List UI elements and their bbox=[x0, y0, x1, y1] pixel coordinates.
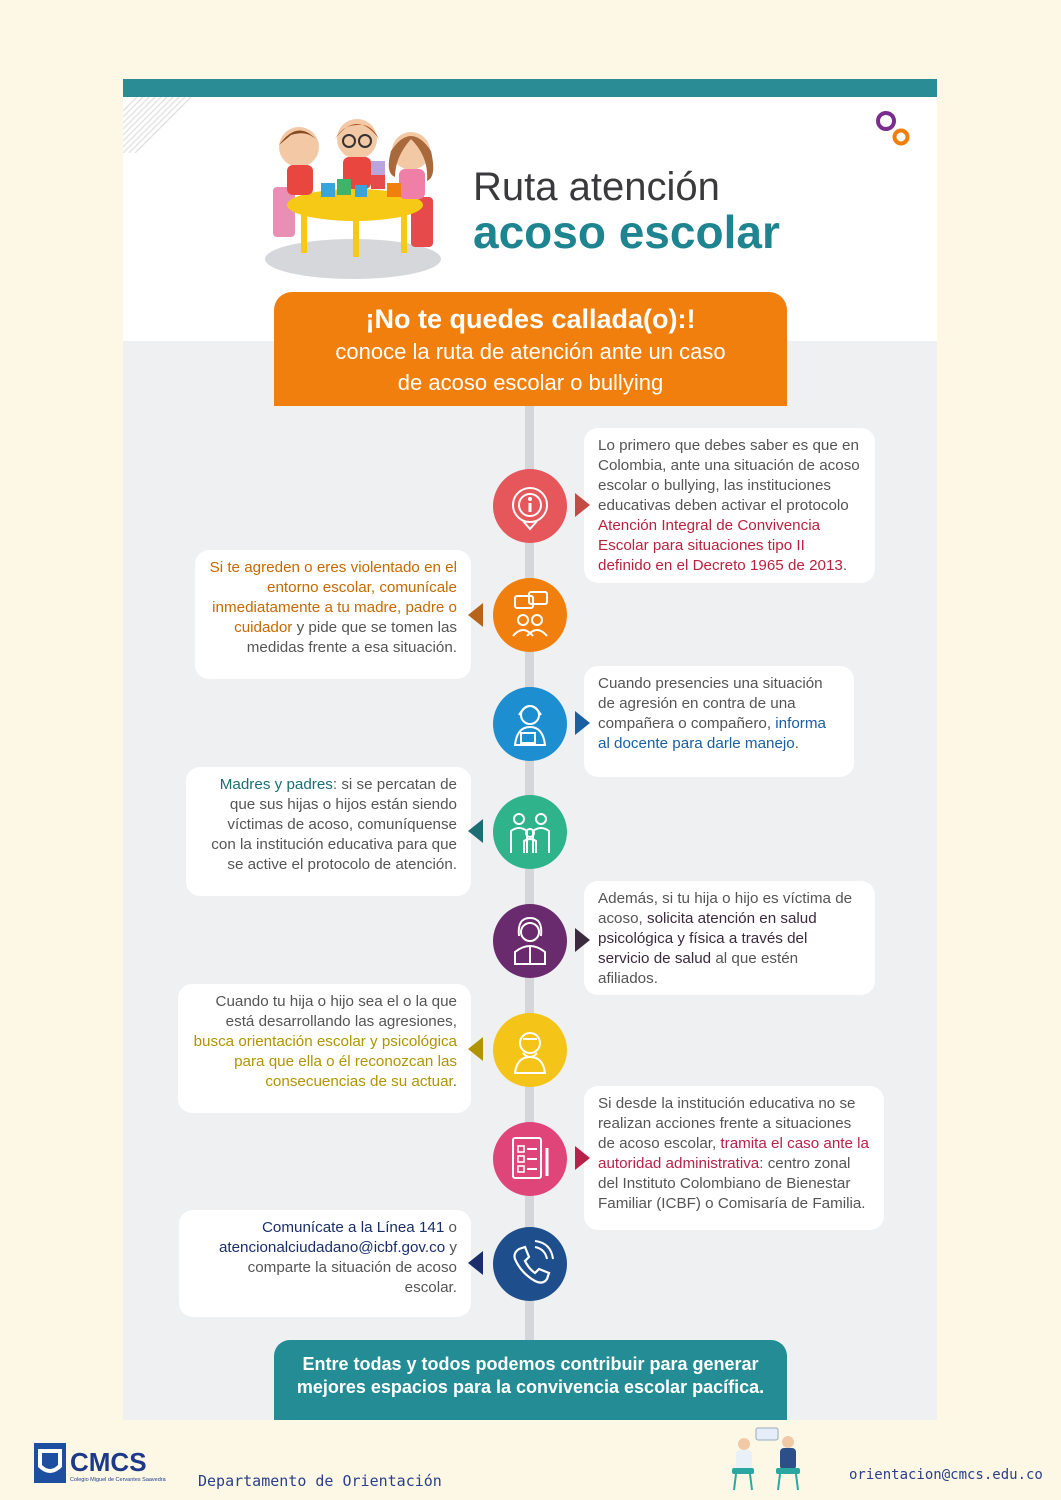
step-4-circle bbox=[493, 795, 567, 869]
step-card-8: Comunícate a la Línea 141 o atencionalciudadano@icbf.gov.co y comparte la situación de acoso escolar. bbox=[179, 1210, 471, 1317]
step-3-highlight: informa al docente para darle manejo bbox=[598, 715, 826, 752]
step-card-1: Lo primero que debes saber es que en Colombia, ante una situación de acoso escolar o bullying, las instituciones educativas deben activar el protocolo Atención Integral de Convivencia Escolar para situaciones tipo II definido en el Decreto 1965 de 2013. bbox=[584, 428, 875, 583]
psychologist-icon bbox=[493, 1013, 567, 1087]
step-8-highlight: Comunícate a la Línea 141 bbox=[261, 1219, 445, 1236]
family-icon bbox=[493, 795, 567, 869]
infographic-poster bbox=[123, 79, 937, 1420]
phone-icon bbox=[493, 1227, 567, 1301]
step-card-6: Cuando tu hija o hijo sea el o la que está desarrollando las agresiones, busca orientación escolar y psicológica para que ella o él reconozcan las consecuencias de su actuar. bbox=[178, 984, 471, 1113]
step-8-email[interactable]: atencionalciudadano@icbf.gov.co bbox=[218, 1239, 446, 1256]
step-1-highlight: Atención Integral de Convivencia Escolar para situaciones tipo II definido en el Decreto 1965 de 2013 bbox=[598, 517, 843, 574]
doctor-icon bbox=[493, 904, 567, 978]
footer-department: Departamento de Orientación bbox=[198, 1472, 442, 1490]
step-1-circle bbox=[493, 469, 567, 543]
step-2-arrow bbox=[468, 603, 483, 627]
step-3-arrow bbox=[575, 711, 590, 735]
step-7-arrow bbox=[575, 1146, 590, 1170]
conversation-icon bbox=[493, 578, 567, 652]
step-card-4: Madres y padres: si se percatan de que sus hijas o hijos están siendo víctimas de acoso, comuníquense con la institución educativa para que se active el protocolo de atención. bbox=[186, 767, 471, 896]
step-5-circle bbox=[493, 904, 567, 978]
decorative-stripes bbox=[123, 97, 195, 153]
step-3-circle bbox=[493, 687, 567, 761]
closing-banner bbox=[274, 1340, 787, 1420]
title-line-2: acoso escolar bbox=[473, 206, 780, 258]
step-4-arrow bbox=[468, 819, 483, 843]
step-6-circle bbox=[493, 1013, 567, 1087]
step-card-7: Si desde la institución educativa no se realizan acciones frente a situaciones de acoso escolar, tramita el caso ante la autoridad administrativa: centro zonal del Instituto Colombiano de Bienestar Familiar (ICBF) o Comisaría de Familia. bbox=[584, 1086, 884, 1230]
logo-text: CMCS bbox=[70, 1447, 147, 1477]
document-icon bbox=[493, 1122, 567, 1196]
teacher-icon bbox=[493, 687, 567, 761]
step-card-2: Si te agreden o eres violentado en el entorno escolar, comunícale inmediatamente a tu madre, padre o cuidador y pide que se tomen las medidas frente a esa situación. bbox=[195, 550, 471, 679]
closing-line-1: Entre todas y todos podemos contribuir para generar bbox=[302, 1354, 759, 1374]
top-bar bbox=[123, 79, 937, 97]
step-card-3: Cuando presencies una situación de agresión en contra de una compañera o compañero, informa al docente para darle manejo. bbox=[584, 666, 854, 777]
step-2-circle bbox=[493, 578, 567, 652]
title-line-1: Ruta atención bbox=[473, 165, 720, 209]
banner-subtitle-2: de acoso escolar o bullying bbox=[397, 370, 664, 395]
step-7-highlight: tramita el caso ante la autoridad administrativa bbox=[598, 1135, 869, 1172]
step-5-arrow bbox=[575, 928, 590, 952]
footer-email[interactable]: orientacion@cmcs.edu.co bbox=[849, 1467, 1043, 1483]
step-1-arrow bbox=[575, 493, 590, 517]
timeline-line bbox=[525, 405, 534, 1345]
counseling-illustration bbox=[726, 1426, 806, 1492]
brand-dots-icon bbox=[873, 107, 913, 151]
step-6-highlight: busca orientación escolar y psicológica para que ella o él reconozcan las consecuencias de su actuar bbox=[193, 1033, 457, 1090]
intro-banner bbox=[274, 292, 787, 406]
step-4-highlight: Madres y padres bbox=[219, 776, 333, 793]
step-2-highlight: Si te agreden o eres violentado en el entorno escolar, comunícale inmediatamente a tu madre, padre o cuidador bbox=[209, 559, 457, 636]
step-8-arrow bbox=[468, 1251, 483, 1275]
kids-illustration bbox=[261, 117, 453, 281]
banner-heading: ¡No te quedes callada(o):! bbox=[365, 304, 696, 334]
step-6-arrow bbox=[468, 1037, 483, 1061]
step-8-circle bbox=[493, 1227, 567, 1301]
closing-line-2: mejores espacios para la convivencia escolar pacífica. bbox=[296, 1377, 765, 1397]
logo-subtext: Colegio Miguel de Cervantes Saavedra bbox=[70, 1477, 166, 1483]
school-logo bbox=[32, 1441, 168, 1489]
step-7-circle bbox=[493, 1122, 567, 1196]
step-card-5: Además, si tu hija o hijo es víctima de acoso, solicita atención en salud psicológica y física a través del servicio de salud al que estén afiliados. bbox=[584, 881, 875, 995]
step-5-highlight: solicita atención en salud psicológica y física a través del servicio de salud bbox=[598, 910, 817, 967]
banner-subtitle-1: conoce la ruta de atención ante un caso bbox=[335, 339, 726, 364]
info-icon bbox=[493, 469, 567, 543]
